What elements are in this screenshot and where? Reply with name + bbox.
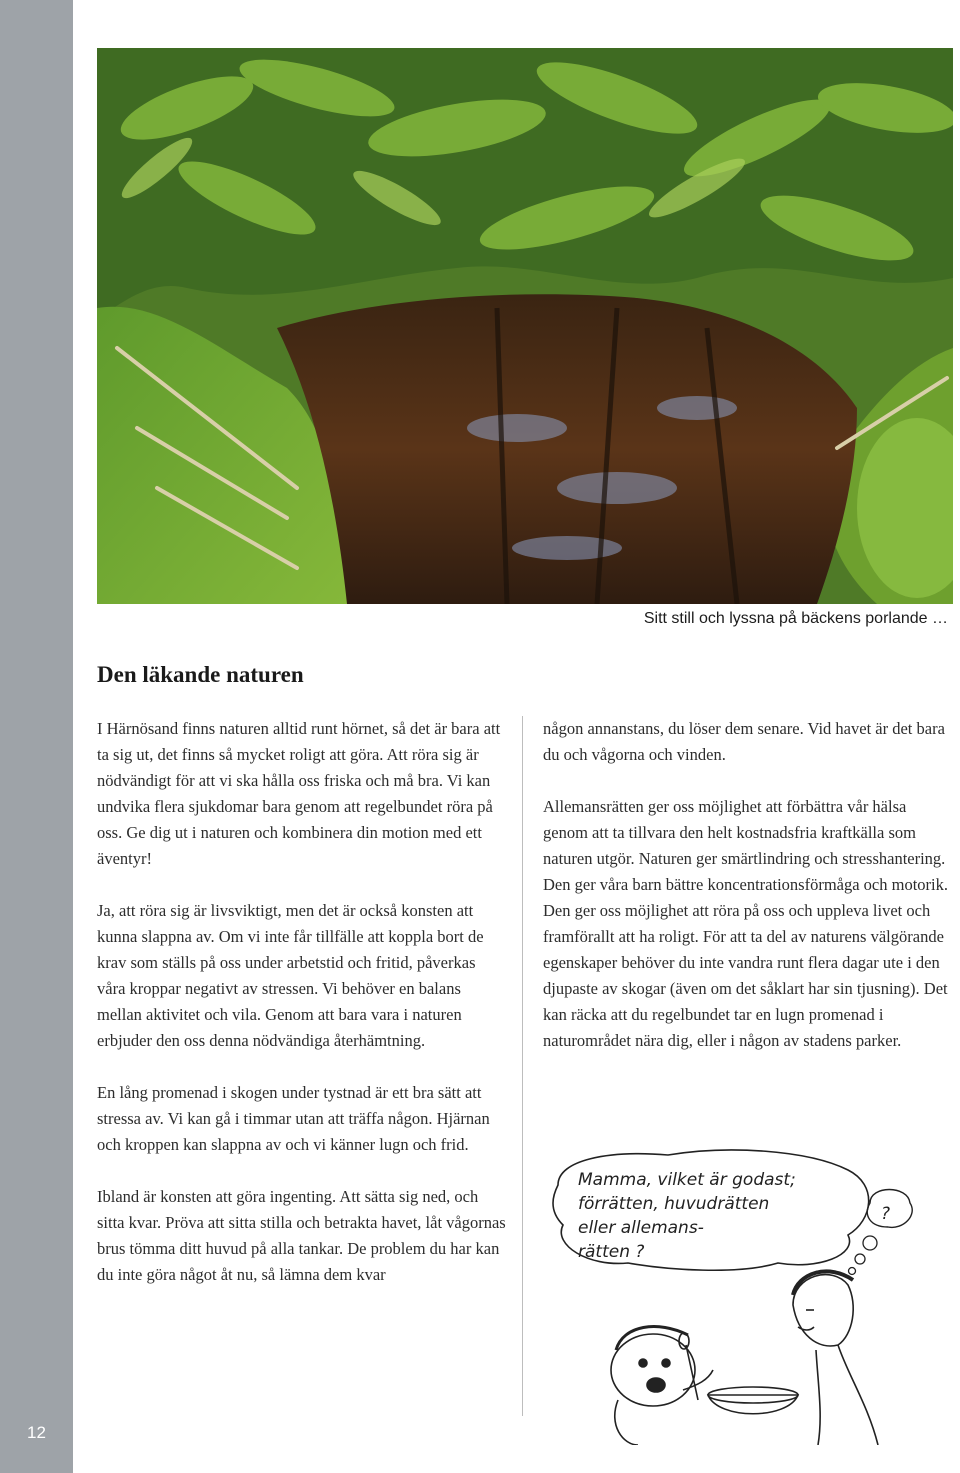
child-figure xyxy=(611,1327,798,1445)
paragraph: Allemansrätten ger oss möjlighet att förbättra vår hälsa genom att ta tillvara den helt kostnadsfria kraftkälla som naturen utgör. Naturen ger smärtlindring och stresshantering. Den ger våra barn bättre koncentrationsförmåga och motorik. Den ger oss möjlighet att röra på oss och uppleva livet och framförallt att ha roligt. För att ta del av naturens välgörande egenskaper behöver du inte vandra runt flera dagar ute i den djupaste av skogar (även om det såklart har sin tjusning). Det kan räcka att du regelbundet tar en lugn promenad i naturområdet nära dig, eller i någon av stadens parker. xyxy=(543,797,949,1050)
cartoon-drawing xyxy=(548,1145,948,1445)
thought-question-mark: ? xyxy=(881,1204,891,1224)
paragraph: Ja, att röra sig är livsviktigt, men det är också konsten att kunna slappna av. Om vi inte får tillfälle att koppla bort de krav som ställs på oss under arbetstid och fritid, påverkas våra kroppar negativt av stressen. Vi behöver en balans mellan aktivitet och vila. Genom att bara vara i naturen erbjuder den oss denna nödvändiga återhämtning. xyxy=(97,901,484,1050)
adult-figure xyxy=(793,1271,878,1445)
cartoon-illustration xyxy=(548,1145,948,1445)
forest-stream-photo xyxy=(97,48,953,604)
cartoon-line-3: eller allemans- xyxy=(578,1218,704,1238)
paragraph: Ibland är konsten att göra ingenting. Att sätta sig ned, och sitta kvar. Pröva att sitta stilla och betrakta havet, låt vågornas brus tömma ditt huvud på alla tankar. De problem du har kan du inte göra något åt nu, så lämna dem kvar xyxy=(97,1187,506,1284)
paragraph: någon annanstans, du löser dem senare. Vid havet är det bara du och vågorna och vinden. xyxy=(543,719,945,764)
page-number: 12 xyxy=(27,1423,46,1442)
paragraph: En lång promenad i skogen under tystnad är ett bra sätt att stressa av. Vi kan gå i timmar utan att träffa någon. Hjärnan och kroppen kan slappna av och vi känner lugn och frid. xyxy=(97,1083,490,1154)
right-column xyxy=(543,716,953,1080)
left-column xyxy=(97,716,507,1314)
side-band xyxy=(0,0,73,1473)
column-divider xyxy=(522,716,523,1416)
page-title: Den läkande naturen xyxy=(97,662,304,687)
paragraph: I Härnösand finns naturen alltid runt hörnet, så det är bara att ta sig ut, det finns så mycket roligt att göra. Att röra sig är nödvändigt för att vi ska hålla oss friska och må bra. Vi kan undvika flera sjukdomar bara genom att regelbundet röra på oss. Ge dig ut i naturen och kombinera din motion med ett äventyr! xyxy=(97,719,501,868)
photo-caption: Sitt still och lyssna på bäckens porlande … xyxy=(643,610,948,627)
cartoon-line-4: rätten ? xyxy=(578,1242,645,1262)
cartoon-line-2: förrätten, huvudrätten xyxy=(578,1194,770,1214)
photo-illustration xyxy=(97,48,953,604)
cartoon-line-1: Mamma, vilket är godast; xyxy=(578,1170,796,1190)
